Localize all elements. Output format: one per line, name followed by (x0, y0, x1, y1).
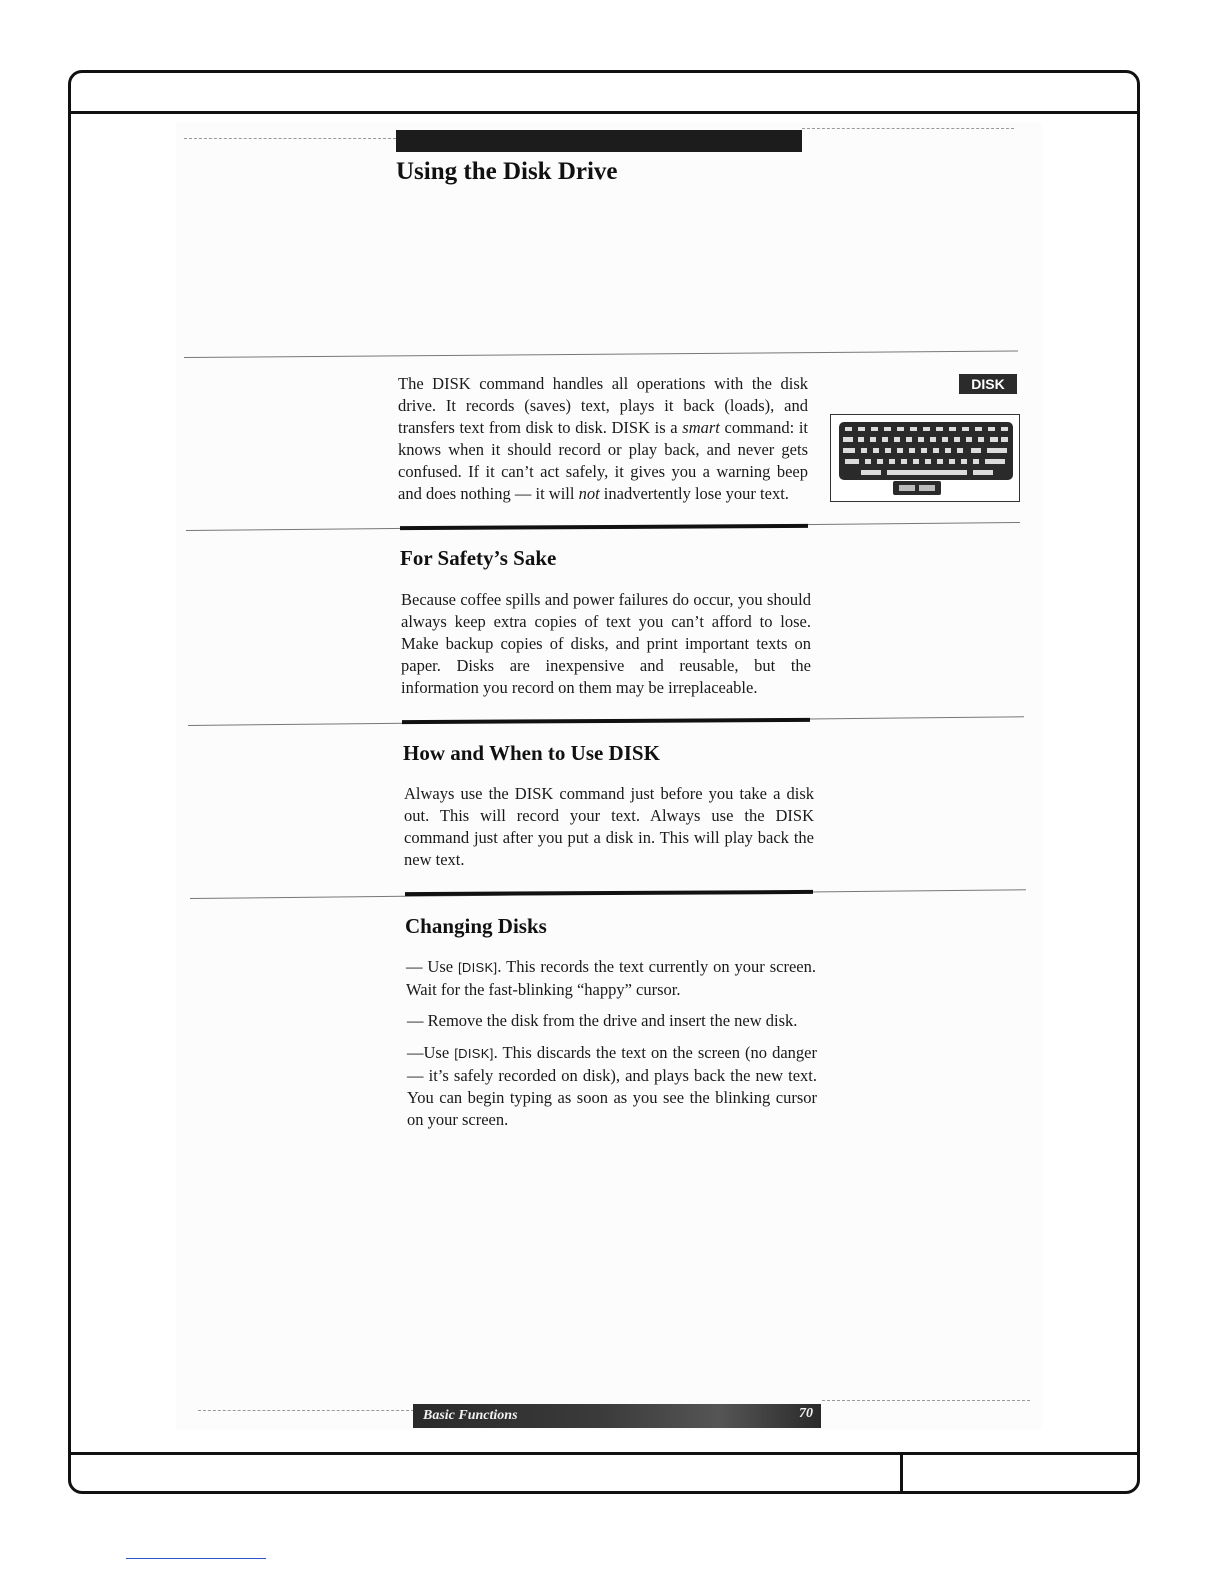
divider (802, 128, 1014, 129)
section-body: Always use the DISK command just before you take a disk out. This will record your text. Always use the DISK command just after you put a disk in. This will play back the new text. (404, 784, 814, 869)
frame-footer-divider (900, 1453, 903, 1491)
divider (184, 138, 396, 139)
page-number: 70 (799, 1406, 813, 1421)
intro-paragraph: The DISK command handles all operations with the disk drive. It records (saves) text, plays it back (loads), and transfers text from disk to disk. DISK is a smart command: it knows when it should record or play back, and never gets confused. If it can’t act safely, it gives you a warning beep and does nothing — it will not inadvertently lose your text. (398, 374, 808, 503)
section-heading: For Safety’s Sake (400, 546, 557, 570)
disk-key-label: [DISK] (454, 1046, 494, 1061)
section-body: Because coffee spills and power failures do occur, you should always keep extra copies of text you can’t afford to lose. Make backup copies of disks, and print important texts on paper. Disks are inexpensive and reusable, but the information you record on them may be irreplaceable. (401, 590, 811, 697)
page-title: Using the Disk Drive (396, 158, 618, 185)
step-item: — Remove the disk from the drive and insert the new disk. (407, 1011, 798, 1030)
disk-key-label: [DISK] (458, 960, 498, 975)
section-heading: Changing Disks (405, 914, 547, 938)
frame-header-rule (71, 111, 1137, 114)
link-underline (126, 1558, 266, 1559)
scanned-page (176, 122, 1042, 1430)
footer-bar (413, 1404, 821, 1428)
divider (822, 1400, 1030, 1401)
disk-key-badge: DISK (959, 374, 1017, 394)
footer-section-label: Basic Functions (423, 1408, 518, 1423)
section-heading: How and When to Use DISK (403, 741, 660, 765)
title-bar (396, 130, 802, 152)
divider (198, 1410, 414, 1411)
frame-footer-rule (71, 1452, 1137, 1455)
step-item: —Use [DISK]. This discards the text on the screen (no danger — it’s safely recorded on disk), and plays back the new text. You can begin typing as soon as you see the blinking cursor on your screen. (407, 1043, 817, 1129)
step-item: — Use [DISK]. This records the text currently on your screen. Wait for the fast-blinking “happy” cursor. (406, 957, 816, 999)
keyboard-icon (831, 415, 1019, 501)
keyboard-illustration (830, 414, 1020, 502)
